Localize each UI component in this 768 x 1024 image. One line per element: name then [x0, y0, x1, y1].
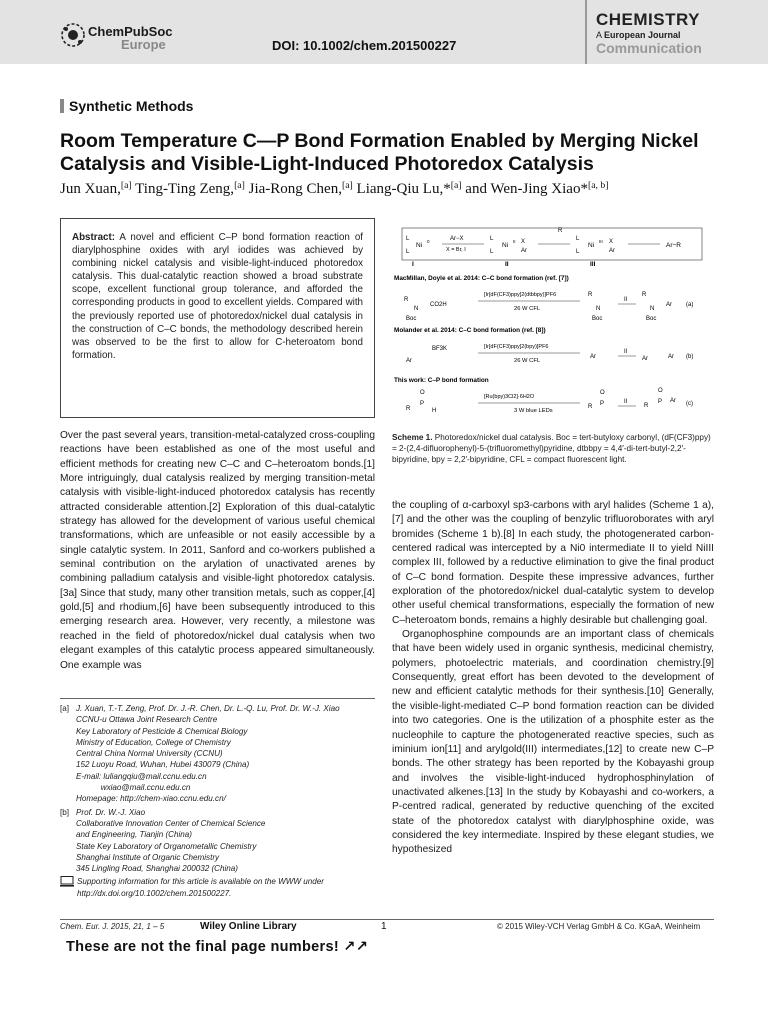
paragraph: Organophosphine compounds are an important class of chemicals that have been widely used in organic synthesis, medicinal chemistry, polymers, photoelectric materials, and coordination chemistry.[9] Consequently, great effort has been devoted to the development of new and efficient catalytic methods for their synthesis.[10] Generally, the visible-light-mediated C–P bond formation reaction can be divided into two categories. One is the utilization of a phosphite ester as the nucleophile to capture the photogenerated reactive species, such as iminium ion[11] and arylgold(III) intermediates,[12] to create new C–P bonds. The other strategy has been reported by the Kobayashi group and involves the visible-light-induced hydrophosphinylation of unactivated alkenes.[13] In the study by Kobayashi and co-workers, a P-centred radical, generated by reductive quenching of the excited state of the photoredox catalyst with diarylphosphine oxide, was considered the key intermediate. Inspired by these elegant studies, we hypothesized [392, 629, 714, 856]
svg-text:BF3K: BF3K [432, 346, 448, 352]
abstract-box [60, 218, 375, 418]
final-page-notice: These are not the final page numbers! ↗↗ [66, 939, 369, 955]
author: and Wen-Jing Xiao* [461, 181, 588, 197]
svg-text:L: L [490, 236, 494, 242]
svg-text:O: O [420, 390, 425, 396]
svg-text:N: N [414, 306, 419, 312]
body-text-right [392, 499, 714, 858]
svg-text:26 W CFL: 26 W CFL [514, 358, 541, 364]
svg-text:R: R [404, 297, 409, 303]
scheme-1-figure [392, 222, 714, 420]
caption-label: Scheme 1. [392, 433, 433, 442]
homepage-link[interactable]: Homepage: http://chem-xiao.ccnu.edu.cn/ [76, 794, 226, 804]
journal-subtitle: A European Journal [596, 30, 681, 40]
svg-text:MacMillan, Doyle et al. 2014:: MacMillan, Doyle et al. 2014: C–C bond formation (ref. [7]) [394, 275, 569, 282]
svg-text:26 W CFL: 26 W CFL [514, 306, 541, 312]
page-header [0, 0, 768, 64]
affiliation-footnotes [60, 703, 375, 899]
svg-text:II: II [624, 349, 628, 355]
svg-text:Ar: Ar [590, 354, 596, 360]
wiley-online-library-link[interactable]: Wiley Online Library [200, 921, 297, 932]
svg-text:H: H [432, 408, 437, 414]
svg-text:L: L [576, 249, 580, 255]
abstract-label: Abstract: [72, 232, 116, 243]
svg-text:Ar: Ar [406, 358, 412, 364]
publisher-region: Europe [121, 37, 166, 52]
svg-text:Ar: Ar [668, 354, 674, 360]
svg-text:This work: C–P bond formation: This work: C–P bond formation [394, 377, 489, 384]
computer-icon [60, 876, 74, 887]
svg-text:Ar: Ar [670, 398, 676, 404]
article-doi[interactable]: DOI: 10.1002/chem.201500227 [272, 38, 457, 53]
journal-banner [578, 0, 708, 64]
svg-text:L: L [576, 236, 580, 242]
svg-text:L: L [490, 249, 494, 255]
svg-text:Boc: Boc [406, 316, 417, 322]
svg-text:Ar: Ar [521, 248, 527, 254]
svg-text:[Ru(bpy)3Cl2]·6H2O: [Ru(bpy)3Cl2]·6H2O [484, 394, 535, 400]
svg-text:II: II [513, 239, 516, 244]
svg-text:O: O [658, 388, 663, 394]
body-text-left: Over the past several years, transition-metal-catalyzed cross-coupling reactions have been established as one of the most useful and efficient methods for creating new C–C and C–heteroatom bonds.[1] More intriguingly, dual catalysis realized by merging transition-metal catalysis with visible-light-induced photoredox catalysis has recently attracted considerable attention.[2] Exploration of this dual-catalytic strategy has allowed for the development of various useful chemical transformations, which are unfeasible or not easily accessible by a single catalytic system. In 2011, Sanford and co-workers published a seminal contribution on the arylation of unactivated arenes by combining palladium catalysis and visible-light photoredox catalysis.[3a] Since that study, many other transition metals, such as copper,[4] gold,[5] and rhodium,[6] have been subsequently introduced to this emerging research area. However, very recently, a milestone was reached in the field of photoredox/nickel dual catalysis when two elegant examples of this catalytic process appeared simultaneously. One example was [60, 430, 375, 671]
author: Jun Xuan, [60, 181, 121, 197]
svg-text:R: R [588, 404, 593, 410]
svg-text:L: L [406, 249, 410, 255]
svg-text:I: I [412, 261, 414, 268]
svg-text:CO2H: CO2H [430, 302, 447, 308]
svg-text:R: R [588, 292, 593, 298]
author: Ting-Ting Zeng, [131, 181, 235, 197]
affiliation-a: [a] J. Xuan, T.-T. Zeng, Prof. Dr. J.-R. Chen, Dr. L.-Q. Lu, Prof. Dr. W.-J. Xiao CCNU-u Ottawa Joint Research Centre Key Laboratory of Pesticide & Chemical Biology Ministry of Education, College of Chemistry Central China Normal University (CCNU) 152 Luoyu Road, Wuhan, Hubei 430079 (China) E-mail: luliangqiu@mail.ccnu.edu.cn wxiao@mail.ccnu.edu.cn Homepage: http://chem-xiao.ccnu.edu.cn/ [60, 704, 340, 804]
svg-text:X: X [609, 239, 614, 245]
svg-text:Boc: Boc [646, 316, 657, 322]
svg-text:[Ir[dF(CF3)ppy]2(bpy)]PF6: [Ir[dF(CF3)ppy]2(bpy)]PF6 [484, 344, 549, 350]
paragraph: the coupling of α-carboxyl sp3-carbons with aryl halides (Scheme 1 a),[7] and the other was the coupling of benzylic trifluoroborates with aryl bromides (Scheme 1 b).[8] In each study, the photogenerated carbon-centered radical was intercepted by a Ni0 intermediate II to yield NiIII complex III, followed by a reductive elimination to give the final product of C–C bond formation. Despite these impressive advances, further exploration of the photoredox/nickel dual-catalytic system to develop other useful chemical transformations, especially the formation of new C–heteroatom bonds, remains a highly desirable but challenging goal. [392, 500, 714, 626]
svg-text:R: R [558, 228, 563, 234]
svg-text:O: O [600, 390, 605, 396]
author: Jia-Rong Chen, [244, 181, 342, 197]
svg-text:[Ir[dF(CF3)ppy]2(dtbbpy)]PF6: [Ir[dF(CF3)ppy]2(dtbbpy)]PF6 [484, 292, 557, 298]
svg-text:0: 0 [427, 239, 430, 244]
journal-divider [585, 0, 587, 64]
svg-text:II: II [624, 297, 628, 303]
svg-text:(a): (a) [686, 302, 694, 308]
journal-name: CHEMISTRY [596, 10, 700, 29]
svg-text:III: III [590, 261, 596, 268]
email-link[interactable]: E-mail: luliangqiu@mail.ccnu.edu.cn [76, 771, 207, 781]
svg-text:Ni: Ni [416, 242, 423, 249]
journal-citation: Chem. Eur. J. 2015, 21, 1 – 5 [60, 922, 165, 931]
svg-text:Ar−R: Ar−R [666, 242, 681, 249]
page-number: 1 [381, 921, 387, 932]
article-title: Room Temperature C—P Bond Formation Enabled by Merging Nickel Catalysis and Visible-Light-Induced Photoredox Catalysis [60, 130, 699, 175]
svg-text:(b): (b) [686, 354, 694, 360]
copyright: © 2015 Wiley-VCH Verlag GmbH & Co. KGaA, Weinheim [497, 922, 701, 931]
svg-text:III: III [599, 239, 603, 244]
svg-text:Ni: Ni [502, 242, 509, 249]
author-list: Jun Xuan,[a] Ting-Ting Zeng,[a] Jia-Rong Chen,[a] Liang-Qiu Lu,*[a] and Wen-Jing Xiao*[a, b] [60, 180, 609, 197]
svg-text:N: N [596, 306, 601, 312]
article-type: Communication [596, 40, 702, 56]
svg-text:P: P [658, 399, 663, 405]
caption-text: Photoredox/nickel dual catalysis. Boc = tert-butyloxy carbonyl, (dF(CF3)ppy) = 2-(2,4-difluorophenyl)-5-(trifluoromethyl)pyridine, dtbbpy = 4,4′-di-tert-butyl-2,2′-bipyridine, bpy = 2,2′-bipyridine, CFL = compact fluorescent light. [392, 433, 711, 464]
publisher-name: ChemPubSoc [88, 24, 173, 39]
svg-text:Ar: Ar [642, 356, 648, 362]
svg-text:X: X [521, 239, 526, 245]
svg-text:N: N [650, 306, 655, 312]
svg-text:3 W blue LEDs: 3 W blue LEDs [514, 408, 553, 414]
si-link[interactable]: http://dx.doi.org/10.1002/chem.201500227. [77, 888, 232, 898]
svg-text:Molander et al. 2014: C–C bond: Molander et al. 2014: C–C bond formation (ref. [8]) [394, 327, 546, 334]
svg-text:P: P [420, 401, 425, 407]
svg-text:II: II [505, 261, 509, 268]
svg-text:Ar: Ar [666, 302, 672, 308]
svg-text:R: R [642, 292, 647, 298]
svg-text:Ar: Ar [609, 248, 615, 254]
svg-text:(c): (c) [686, 401, 693, 407]
svg-text:P: P [600, 401, 605, 407]
svg-text:Ni: Ni [588, 242, 595, 249]
author: Liang-Qiu Lu,* [352, 181, 451, 197]
svg-text:Ar−X: Ar−X [450, 236, 464, 242]
section-heading: Synthetic Methods [60, 98, 193, 114]
svg-text:L: L [406, 236, 410, 242]
svg-text:R: R [644, 403, 649, 409]
scheme-caption [392, 432, 714, 465]
abstract-text: A novel and efficient C–P bond formation reaction of diarylphosphine oxides with aryl iodides was achieved by combining nickel catalysis and visible-light-induced photoredox catalysis. This dual-catalytic reaction showed a broad substrate scope, excellent functional group tolerance, and afforded the corresponding products in good to excellent yields. Compared with the previously reported use of photoredox/nickel dual catalysis in the construction of C–C bonds, the methodology described herein was observed to be the first to allow for C-heteroatom bond formation. [72, 232, 363, 361]
svg-text:II: II [624, 399, 628, 405]
footer-divider [60, 919, 714, 920]
email-link[interactable]: wxiao@mail.ccnu.edu.cn [76, 783, 191, 793]
footnote-divider [60, 698, 375, 699]
svg-text:R: R [406, 406, 411, 412]
supporting-info: Supporting information for this article is available on the WWW under http://dx.doi.org/10.1002/chem.201500227. [60, 876, 375, 899]
chempubsoc-logo-icon [60, 22, 86, 48]
svg-text:X = Br, I: X = Br, I [446, 247, 466, 253]
affiliation-b: [b] Prof. Dr. W.-J. Xiao Collaborative Innovation Center of Chemical Science and Engineering, Tianjin (China) State Key Laboratory of Organometallic Chemistry Shanghai Institute of Organic Chemistry 345 Lingling Road, Shanghai 200032 (China) [60, 807, 266, 874]
svg-text:Boc: Boc [592, 316, 603, 322]
